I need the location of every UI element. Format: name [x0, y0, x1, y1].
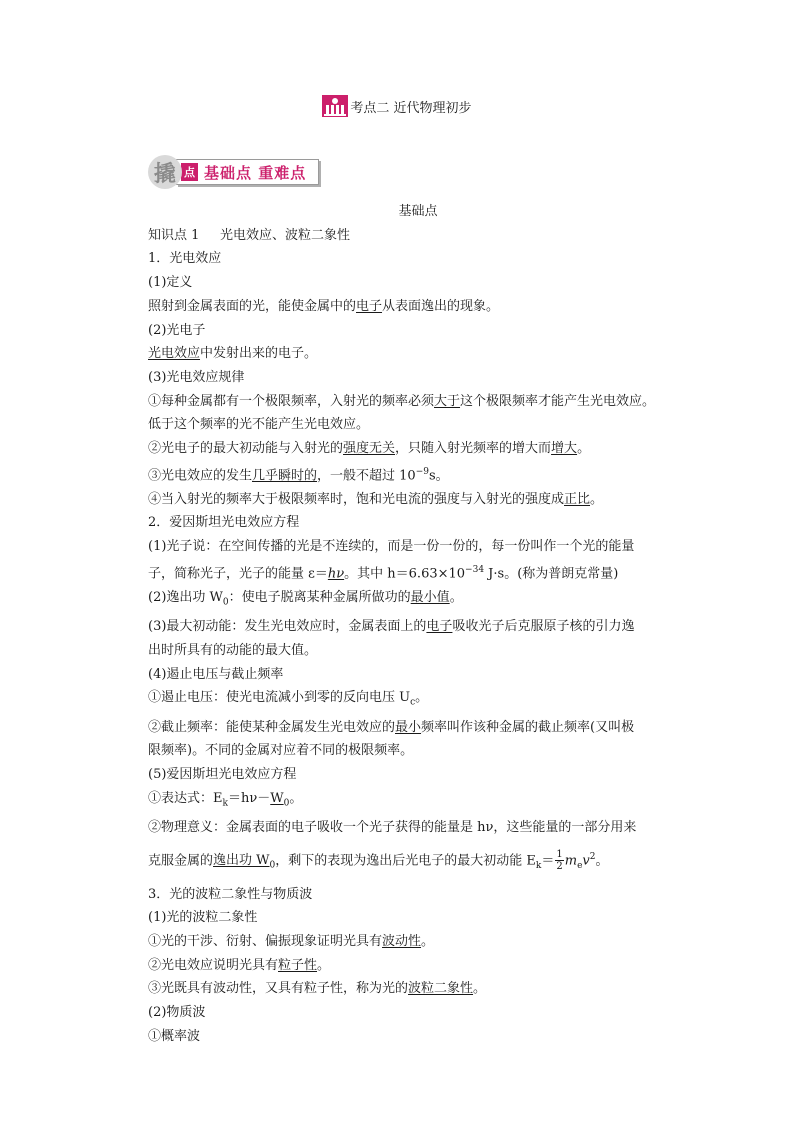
page-title: 考点二 近代物理初步: [350, 100, 472, 116]
s2-p5-2: ②物理意义：金属表面的电子吸收一个光子获得的能量是 hν，这些能量的一部分用来: [148, 820, 637, 836]
s2-p4-1: ①遏止电压：使光电流减小到零的反向电压 $U_c$。: [148, 690, 429, 708]
banner-tab: 点: [181, 163, 198, 181]
knowledge-point-title: 光电效应、波粒二象性: [220, 227, 351, 243]
s2-p5-2-cont: 克服金属的逸出功 $W_0$，剩下的表现为逸出后光电子的最大初动能 $E_k=$ $\frac{1}{2}$ $m_ev^2$。: [148, 849, 609, 873]
s3-p1-1: ①光的干涉、衍射、偏振现象证明光具有波动性。: [148, 934, 435, 950]
s2-heading: 2．爱因斯坦光电效应方程: [148, 515, 300, 531]
book-stack-icon: [322, 95, 348, 117]
s3-p1-label: (1)光的波粒二象性: [148, 910, 258, 926]
s3-p1-2: ②光电效应说明光具有粒子性。: [148, 957, 331, 973]
s3-p1-3: ③光既具有波动性，又具有粒子性，称为光的波粒二象性。: [148, 981, 487, 997]
knowledge-point-label: 知识点 1: [148, 227, 200, 243]
s2-p4-label: (4)遏止电压与截止频率: [148, 666, 284, 682]
s2-p3-cont: 出时所具有的动能的最大值。: [148, 642, 318, 658]
s2-p4-2: ②截止频率：能使某种金属发生光电效应的最小频率叫作该种金属的截止频率(又叫极: [148, 719, 635, 735]
s1-heading: 1．光电效应: [148, 251, 222, 267]
banner-badge: 撬: [148, 155, 182, 189]
fraction-one-half: $\frac{1}{2}$: [556, 849, 563, 873]
s2-p2: (2)逸出功 $W_0$：使电子脱离某种金属所做功的最小值。: [148, 589, 463, 608]
s1-law1-cont: 低于这个频率的光不能产生光电效应。: [148, 417, 370, 433]
s1-law-label: (3)光电效应规律: [148, 369, 245, 385]
s3-heading: 3．光的波粒二象性与物质波: [148, 886, 313, 902]
knowledge-point: [148, 224, 688, 248]
section-banner: [148, 152, 319, 192]
s1-pe-label: (2)光电子: [148, 322, 206, 338]
s3-p2-label: (2)物质波: [148, 1005, 206, 1021]
s1-law2: ②光电子的最大初动能与入射光的强度无关，只随入射光频率的增大而增大。: [148, 441, 591, 457]
section-title: 基础点: [398, 204, 438, 219]
page-header: [0, 95, 794, 121]
banner-title: 基础点 重难点: [204, 163, 307, 182]
s1-def: 照射到金属表面的光，能使金属中的电子从表面逸出的现象。: [148, 298, 500, 314]
s1-def-label: (1)定义: [148, 275, 193, 291]
banner-box: [176, 159, 319, 185]
s2-p3: (3)最大初动能：发生光电效应时，金属表面上的电子吸收光子后克服原子核的引力逸: [148, 619, 635, 635]
s2-p5-label: (5)爱因斯坦光电效应方程: [148, 767, 297, 783]
s1-law4: ④当入射光的频率大于极限频率时，饱和光电流的强度与入射光的强度成正比。: [148, 491, 604, 507]
s2-p1-cont: 子，简称光子，光子的能量 ε＝hν。其中 $h=6.63\times 10^{-34}$ J·s。(称为普朗克常量): [148, 564, 619, 582]
s2-p5-1: ①表达式：$E_k=h\nu-W_0$。: [148, 790, 303, 809]
s1-law3: ③光电效应的发生几乎瞬时的，一般不超过 $10^{-9}s$。: [148, 466, 449, 484]
s2-p4-2-cont: 限频率)。不同的金属对应着不同的极限频率。: [148, 743, 414, 759]
s1-pe: 光电效应中发射出来的电子。: [148, 346, 318, 362]
s1-law1: ①每种金属都有一个极限频率，入射光的频率必须大于这个极限频率才能产生光电效应。: [148, 393, 656, 409]
s2-p1: (1)光子说：在空间传播的光是不连续的，而是一份一份的，每一份叫作一个光的能量: [148, 539, 635, 555]
s3-p2-1: ①概率波: [148, 1028, 201, 1044]
document-body: [148, 200, 688, 1049]
